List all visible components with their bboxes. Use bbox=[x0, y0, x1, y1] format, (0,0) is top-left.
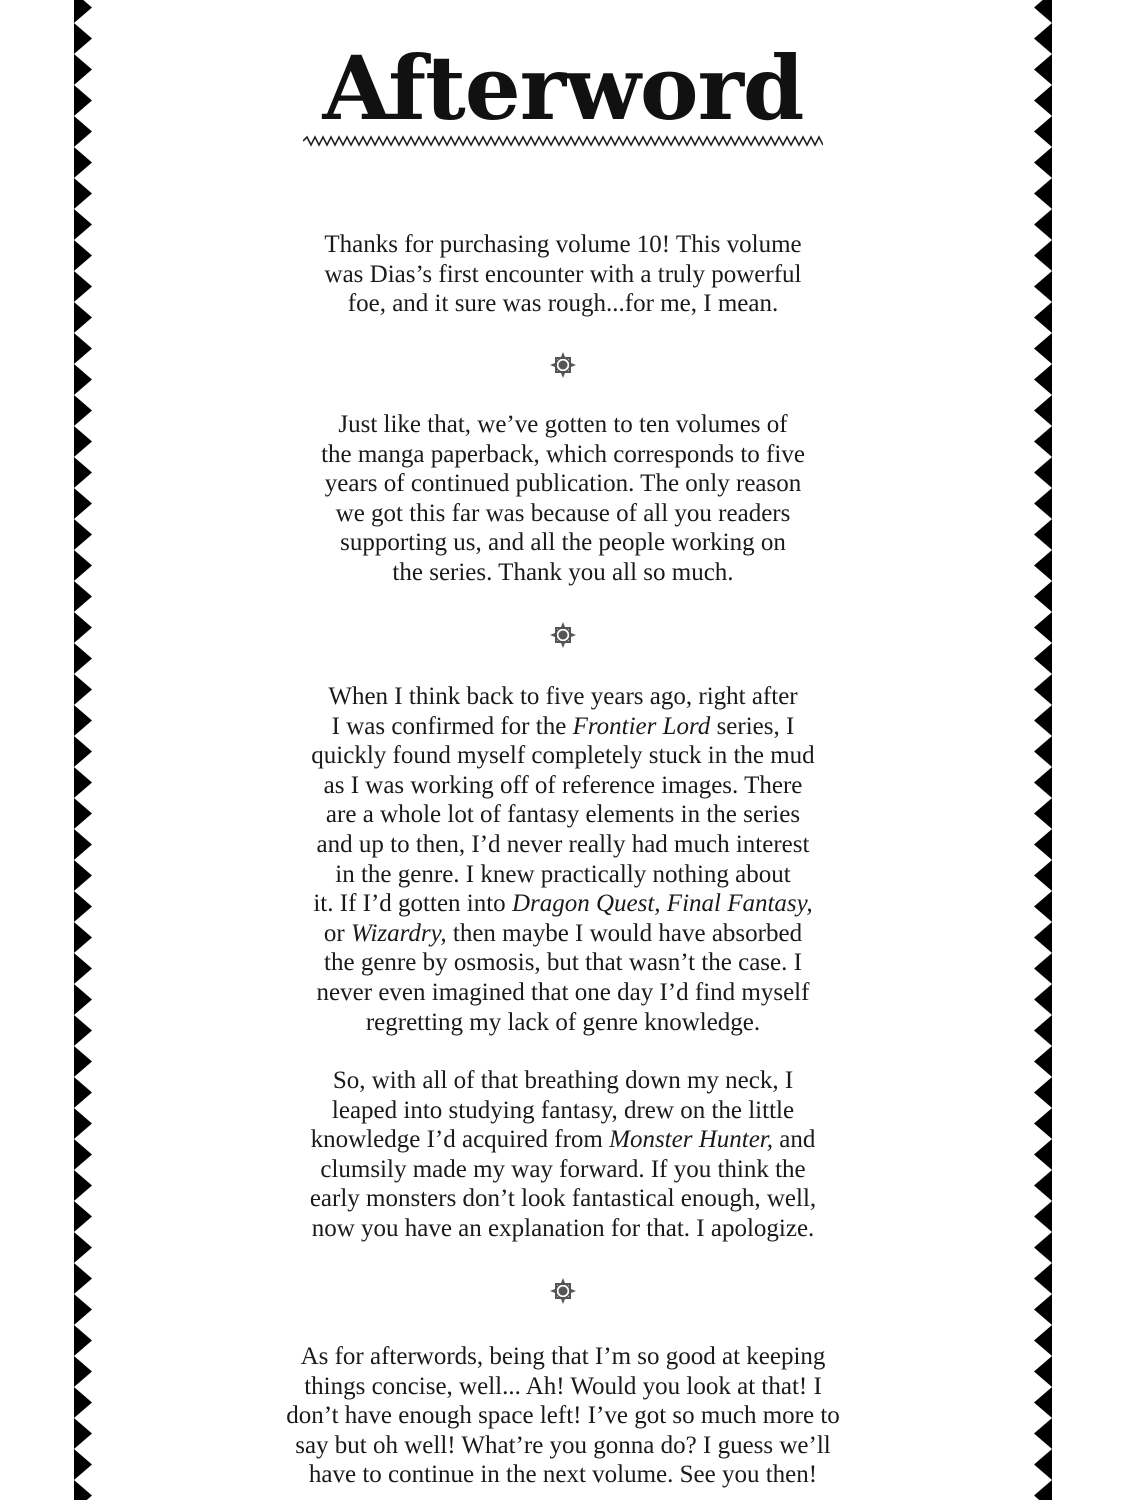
right-triangle-border bbox=[1032, 0, 1052, 1500]
ornament-divider-icon bbox=[549, 1277, 577, 1305]
text-line bbox=[263, 1125, 863, 1155]
page-title: Afterword bbox=[322, 36, 804, 140]
text-line bbox=[263, 260, 863, 290]
paragraph-5 bbox=[263, 1342, 863, 1490]
text-segment: the genre by osmosis, but that wasn’t the case. I bbox=[324, 949, 802, 977]
text-segment: are a whole lot of fantasy elements in the series bbox=[325, 801, 801, 829]
text-segment: it. If I’d gotten into bbox=[313, 890, 512, 918]
text-segment: supporting us, and all the people working on bbox=[340, 529, 786, 557]
text-line bbox=[263, 978, 863, 1008]
ornament-divider-icon bbox=[549, 621, 577, 649]
text-segment: say but oh well! What’re you gonna do? I guess we’ll bbox=[295, 1431, 831, 1459]
text-line bbox=[263, 410, 863, 440]
text-line bbox=[263, 1155, 863, 1185]
text-line bbox=[263, 1184, 863, 1214]
paragraph-1 bbox=[263, 230, 863, 319]
text-segment: I was confirmed for the bbox=[331, 712, 573, 740]
text-segment: the series. Thank you all so much. bbox=[392, 558, 734, 586]
text-segment: knowledge I’d acquired from bbox=[310, 1126, 610, 1154]
text-line bbox=[263, 1066, 863, 1096]
text-segment: and bbox=[773, 1126, 816, 1154]
text-segment: Just like that, we’ve gotten to ten volumes of bbox=[338, 411, 788, 438]
text-line bbox=[263, 830, 863, 860]
text-segment: So, with all of that breathing down my neck, I bbox=[332, 1067, 794, 1094]
text-segment: foe, and it sure was rough...for me, I mean. bbox=[347, 290, 779, 318]
text-line bbox=[263, 919, 863, 949]
text-line bbox=[263, 1214, 863, 1244]
text-line bbox=[263, 1342, 863, 1372]
text-segment: early monsters don’t look fantastical enough, well, bbox=[309, 1185, 817, 1213]
text-line bbox=[263, 1008, 863, 1038]
text-line bbox=[263, 1431, 863, 1461]
text-line bbox=[263, 1460, 863, 1490]
left-triangle-border bbox=[74, 0, 94, 1500]
text-segment: series, I bbox=[710, 712, 795, 740]
text-segment: regretting my lack of genre knowledge. bbox=[365, 1008, 761, 1036]
text-line bbox=[263, 558, 863, 588]
text-line bbox=[263, 499, 863, 529]
text-segment: then maybe I would have absorbed bbox=[446, 919, 803, 947]
text-line bbox=[263, 860, 863, 890]
paragraph-2 bbox=[263, 410, 863, 588]
text-line bbox=[263, 440, 863, 470]
text-line bbox=[263, 1401, 863, 1431]
text-segment: as I was working off of reference images. There bbox=[323, 771, 803, 799]
text-segment: never even imagined that one day I’d find myself bbox=[316, 978, 810, 1006]
text-line bbox=[263, 800, 863, 830]
text-segment: the manga paperback, which corresponds to five bbox=[321, 440, 805, 468]
paragraph-3 bbox=[263, 682, 863, 1037]
text-segment: Thanks for purchasing volume 10! This volume bbox=[324, 231, 802, 258]
text-segment: years of continued publication. The only reason bbox=[324, 470, 802, 498]
text-line bbox=[263, 889, 863, 919]
text-segment: now you have an explanation for that. I apologize. bbox=[311, 1214, 815, 1242]
text-segment: or bbox=[323, 919, 351, 947]
text-line bbox=[263, 771, 863, 801]
text-segment: was Dias’s first encounter with a truly powerful bbox=[324, 260, 802, 288]
italic-title: Wizardry, bbox=[351, 919, 447, 947]
text-line bbox=[263, 682, 863, 712]
text-segment: have to continue in the next volume. See you then! bbox=[308, 1461, 818, 1489]
text-segment: leaped into studying fantasy, drew on the little bbox=[331, 1096, 795, 1124]
italic-title: Frontier Lord bbox=[572, 712, 711, 740]
text-line bbox=[263, 1096, 863, 1126]
text-segment: and up to then, I’d never really had much interest bbox=[316, 830, 810, 858]
text-line bbox=[263, 1372, 863, 1402]
text-segment: things concise, well... Ah! Would you look at that! I bbox=[304, 1372, 822, 1400]
text-line bbox=[263, 948, 863, 978]
text-line bbox=[263, 741, 863, 771]
text-line bbox=[263, 469, 863, 499]
text-segment: in the genre. I knew practically nothing about bbox=[335, 860, 791, 888]
italic-title: Monster Hunter, bbox=[609, 1126, 774, 1154]
text-line bbox=[263, 289, 863, 319]
text-line bbox=[263, 230, 863, 260]
ornament-divider-icon bbox=[549, 351, 577, 379]
text-line bbox=[263, 712, 863, 742]
italic-title: Dragon Quest, Final Fantasy, bbox=[511, 890, 813, 918]
text-segment: clumsily made my way forward. If you think the bbox=[320, 1155, 806, 1183]
text-segment: As for afterwords, being that I’m so good at keeping bbox=[300, 1343, 826, 1370]
paragraph-4 bbox=[263, 1066, 863, 1244]
text-segment: don’t have enough space left! I’ve got so much more to bbox=[286, 1402, 840, 1430]
text-segment: quickly found myself completely stuck in the mud bbox=[311, 742, 815, 770]
text-segment: When I think back to five years ago, right after bbox=[328, 683, 798, 710]
title-zigzag-underline bbox=[303, 134, 823, 148]
text-segment: we got this far was because of all you readers bbox=[335, 499, 791, 527]
text-line bbox=[263, 528, 863, 558]
